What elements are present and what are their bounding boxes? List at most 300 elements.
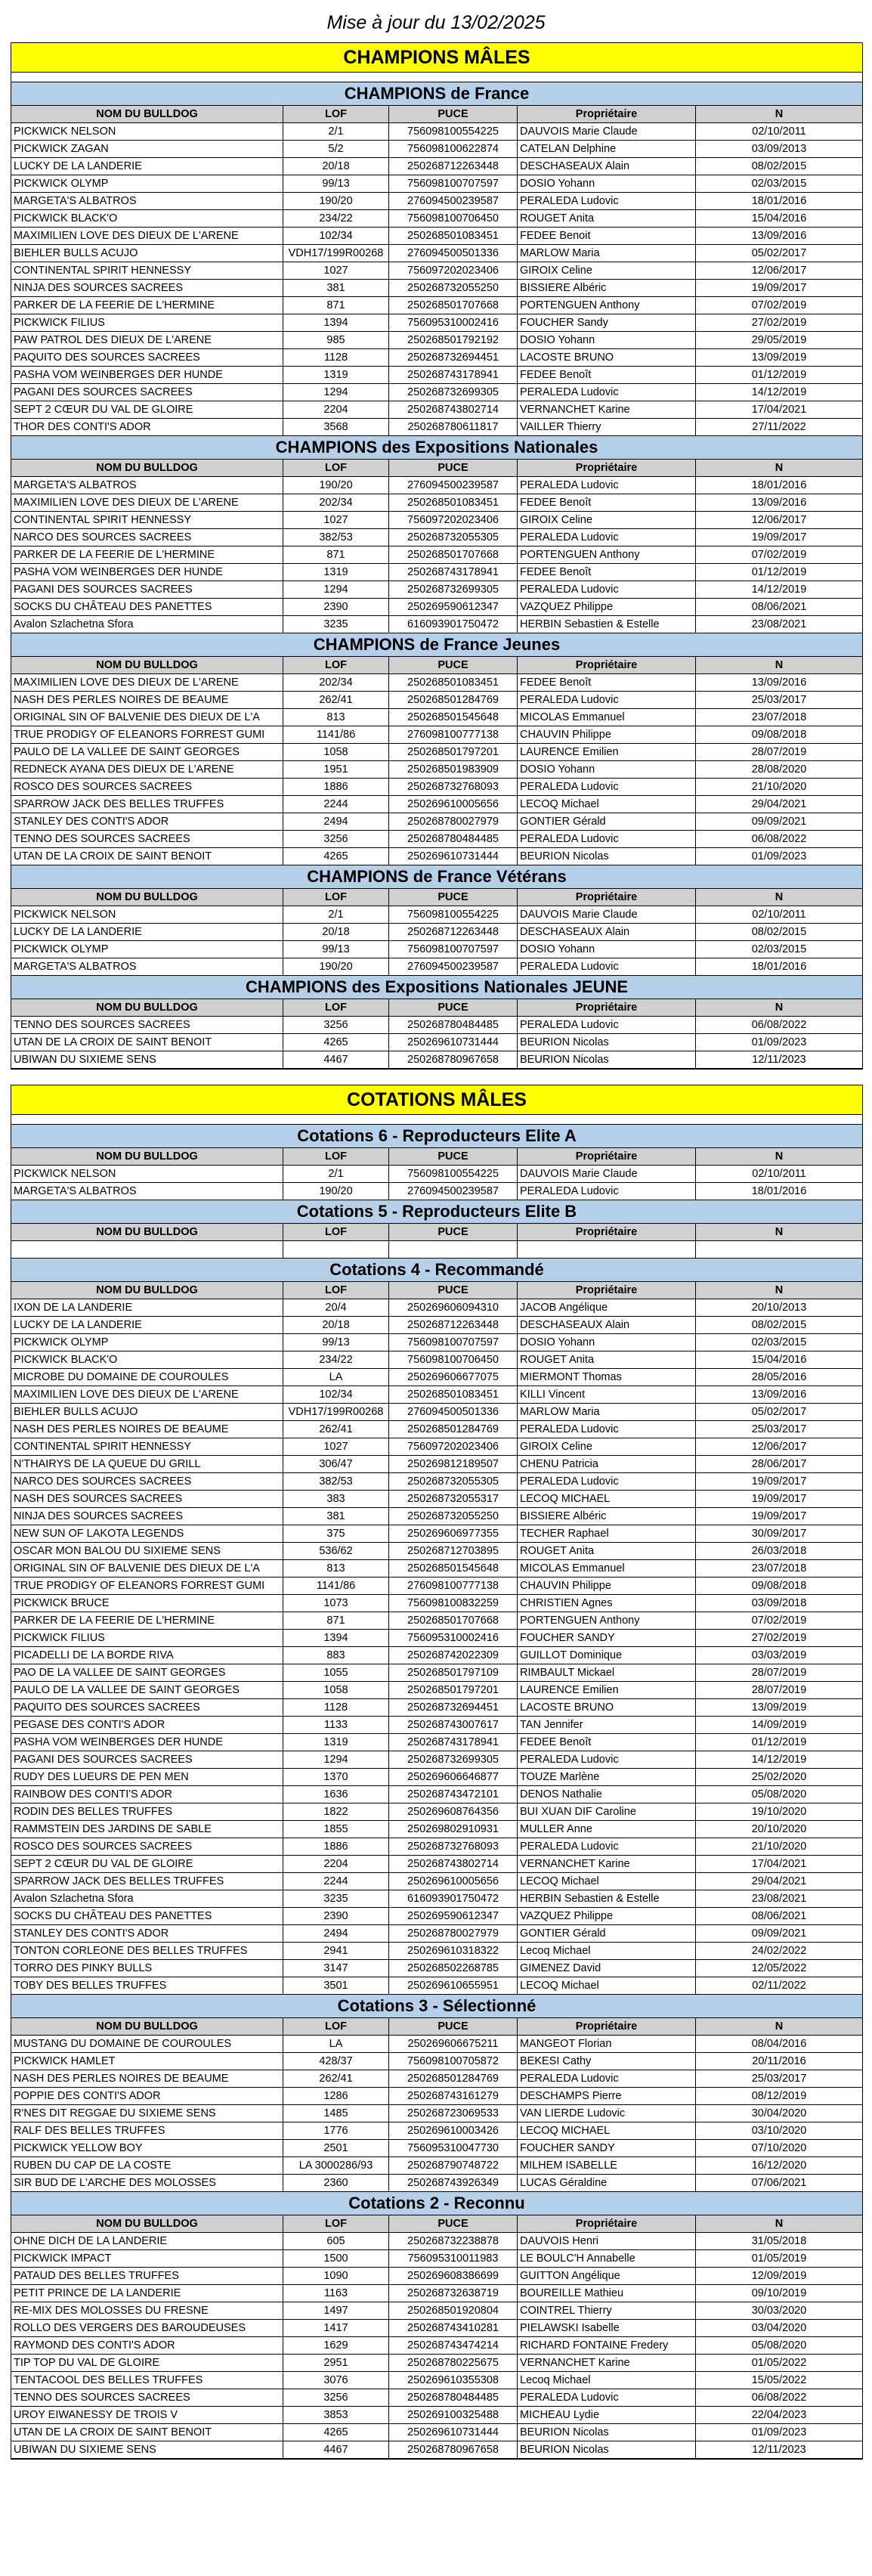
header-col-owner: Propriétaire xyxy=(518,106,696,122)
col-lof: 1294 xyxy=(283,1751,389,1768)
col-lof: 871 xyxy=(283,297,389,314)
col-owner xyxy=(518,1241,696,1258)
table-row xyxy=(11,1977,862,1995)
col-owner: TOUZE Marlène xyxy=(518,1769,696,1785)
table-row xyxy=(11,906,862,924)
col-owner: GUILLOT Dominique xyxy=(518,1647,696,1664)
table-row xyxy=(11,1491,862,1508)
col-owner: MARLOW Maria xyxy=(518,245,696,262)
col-lof: 1294 xyxy=(283,384,389,401)
col-birth-date xyxy=(696,1241,862,1258)
col-puce: 250268780484485 xyxy=(389,2389,518,2406)
col-dog-name: RAINBOW DES CONTI'S ADOR xyxy=(11,1786,283,1803)
table-row xyxy=(11,2424,862,2441)
col-birth-date: 01/12/2019 xyxy=(751,1736,807,1748)
col-puce: 276094500239587 xyxy=(389,193,518,209)
col-lof: 1128 xyxy=(283,349,389,366)
col-dog-name: TONTON CORLEONE DES BELLES TRUFFES xyxy=(11,1943,283,1959)
col-owner: MICHEAU Lydie xyxy=(518,2407,696,2423)
col-puce: 250268501545648 xyxy=(389,709,518,726)
col-puce: 756098100554225 xyxy=(389,1166,518,1182)
section-title: Cotations 5 - Reproducteurs Elite B xyxy=(11,1200,862,1224)
table-row xyxy=(11,2105,862,2122)
table-row xyxy=(11,1856,862,1873)
header-col-lof: LOF xyxy=(283,1282,389,1299)
col-owner: FEDEE Benoît xyxy=(518,1734,696,1751)
col-birth-date: 01/05/2022 xyxy=(751,2357,807,2369)
group-table xyxy=(11,1085,863,2460)
group-title: CHAMPIONS MÂLES xyxy=(11,43,862,73)
table-row xyxy=(11,1838,862,1856)
table-row xyxy=(11,193,862,210)
col-birth-date: 03/03/2019 xyxy=(751,1649,807,1661)
col-lof: 3256 xyxy=(283,2389,389,2406)
col-lof: 871 xyxy=(283,1612,389,1629)
table-row xyxy=(11,529,862,546)
col-lof: 234/22 xyxy=(283,1351,389,1368)
col-owner: PORTENGUEN Anthony xyxy=(518,1612,696,1629)
col-birth-date: 15/05/2022 xyxy=(751,2374,807,2386)
col-puce: 250268732638719 xyxy=(389,2285,518,2302)
col-birth-date: 01/09/2023 xyxy=(751,850,807,862)
table-header-row xyxy=(11,657,862,674)
col-birth-date: 06/08/2022 xyxy=(751,833,807,845)
col-owner: FEDEE Benoît xyxy=(518,367,696,383)
spacer-band xyxy=(11,1115,862,1125)
col-lof: 234/22 xyxy=(283,210,389,227)
col-dog-name: TENNO DES SOURCES SACREES xyxy=(11,1017,283,1033)
col-birth-date: 12/06/2017 xyxy=(751,1441,807,1453)
col-birth-date: 03/09/2018 xyxy=(751,1597,807,1609)
header-col-owner: Propriétaire xyxy=(518,889,696,906)
col-puce: 250269606677075 xyxy=(389,1369,518,1386)
header-col-birth-date: N xyxy=(775,659,784,671)
table-row xyxy=(11,1560,862,1577)
col-lof: 20/4 xyxy=(283,1299,389,1316)
table-row xyxy=(11,1804,862,1821)
col-puce: 250268732768093 xyxy=(389,779,518,795)
table-row xyxy=(11,1908,862,1925)
col-birth-date: 23/07/2018 xyxy=(751,711,807,723)
col-puce: 250269610655951 xyxy=(389,1977,518,1994)
col-owner: DAUVOIS Marie Claude xyxy=(518,1166,696,1182)
header-col-dog-name: NOM DU BULLDOG xyxy=(11,2018,283,2035)
col-dog-name: CONTINENTAL SPIRIT HENNESSY xyxy=(11,512,283,528)
col-lof: 3256 xyxy=(283,1017,389,1033)
col-lof: 813 xyxy=(283,709,389,726)
table-row xyxy=(11,813,862,831)
table-row xyxy=(11,1630,862,1647)
col-owner: LECOQ MICHAEL xyxy=(518,1491,696,1507)
table-row xyxy=(11,1351,862,1369)
table-row xyxy=(11,2355,862,2372)
col-puce: 756098100622874 xyxy=(389,141,518,157)
col-birth-date: 07/02/2019 xyxy=(751,1615,807,1627)
col-lof: 2494 xyxy=(283,813,389,830)
col-lof: 262/41 xyxy=(283,692,389,708)
col-dog-name: LUCKY DE LA LANDERIE xyxy=(11,924,283,940)
col-lof: LA xyxy=(283,2036,389,2052)
table-row xyxy=(11,1734,862,1751)
col-lof: 20/18 xyxy=(283,1317,389,1333)
col-dog-name: NINJA DES SOURCES SACREES xyxy=(11,280,283,296)
col-owner: MARLOW Maria xyxy=(518,1404,696,1420)
table-row xyxy=(11,1960,862,1977)
col-owner: BEURION Nicolas xyxy=(518,848,696,865)
col-puce: 276094500501336 xyxy=(389,245,518,262)
col-lof: 3501 xyxy=(283,1977,389,1994)
col-lof: 383 xyxy=(283,1491,389,1507)
table-row xyxy=(11,1438,862,1456)
col-lof: 871 xyxy=(283,546,389,563)
col-birth-date: 16/12/2020 xyxy=(751,2160,807,2172)
col-birth-date: 09/09/2021 xyxy=(751,816,807,828)
table-row xyxy=(11,2285,862,2302)
col-dog-name: SPARROW JACK DES BELLES TRUFFES xyxy=(11,1873,283,1890)
col-lof: 1058 xyxy=(283,1682,389,1698)
col-dog-name: RE-MIX DES MOLOSSES DU FRESNE xyxy=(11,2302,283,2319)
col-dog-name: CONTINENTAL SPIRIT HENNESSY xyxy=(11,1438,283,1455)
col-puce: 250269606977355 xyxy=(389,1525,518,1542)
table-row xyxy=(11,245,862,262)
col-birth-date: 13/09/2016 xyxy=(751,497,807,509)
col-puce: 250268732694451 xyxy=(389,349,518,366)
col-puce: 250268743178941 xyxy=(389,367,518,383)
col-owner: CATELAN Delphine xyxy=(518,141,696,157)
col-puce: 276094500501336 xyxy=(389,1404,518,1420)
col-owner: FEDEE Benoît xyxy=(518,494,696,511)
col-puce: 250268501707668 xyxy=(389,297,518,314)
col-puce: 250268743474214 xyxy=(389,2337,518,2354)
col-owner: LECOQ Michael xyxy=(518,796,696,813)
col-birth-date: 14/12/2019 xyxy=(751,1754,807,1766)
table-row xyxy=(11,1421,862,1438)
col-puce: 250269608386699 xyxy=(389,2268,518,2284)
table-header-row xyxy=(11,1148,862,1166)
col-birth-date: 09/10/2019 xyxy=(751,2287,807,2299)
col-birth-date: 28/07/2019 xyxy=(751,746,807,758)
col-dog-name: BIEHLER BULLS ACUJO xyxy=(11,1404,283,1420)
col-lof: 20/18 xyxy=(283,158,389,175)
col-puce xyxy=(389,1241,518,1258)
col-lof: 3568 xyxy=(283,419,389,435)
table-row xyxy=(11,2372,862,2389)
header-col-birth-date: N xyxy=(775,108,784,120)
header-col-puce: PUCE xyxy=(389,460,518,476)
table-row xyxy=(11,796,862,813)
col-puce: 276094500239587 xyxy=(389,477,518,494)
col-owner: PERALEDA Ludovic xyxy=(518,831,696,847)
col-puce: 276094500239587 xyxy=(389,958,518,975)
col-lof: 1951 xyxy=(283,761,389,778)
col-dog-name: PICKWICK FILIUS xyxy=(11,314,283,331)
col-birth-date: 21/10/2020 xyxy=(751,781,807,793)
header-col-dog-name: NOM DU BULLDOG xyxy=(11,889,283,906)
col-puce: 250268502268785 xyxy=(389,1960,518,1977)
table-row xyxy=(11,848,862,865)
col-dog-name: IXON DE LA LANDERIE xyxy=(11,1299,283,1316)
col-lof: 1133 xyxy=(283,1717,389,1733)
col-puce: 250268743178941 xyxy=(389,564,518,581)
col-puce: 756095310011983 xyxy=(389,2250,518,2267)
col-birth-date: 17/04/2021 xyxy=(751,1858,807,1870)
col-lof: 2/1 xyxy=(283,906,389,923)
table-row xyxy=(11,1786,862,1804)
col-birth-date: 22/04/2023 xyxy=(751,2409,807,2421)
col-birth-date: 02/03/2015 xyxy=(751,1336,807,1348)
col-dog-name: PICKWICK FILIUS xyxy=(11,1630,283,1646)
col-owner: MICOLAS Emmanuel xyxy=(518,1560,696,1577)
col-puce: 756095310002416 xyxy=(389,1630,518,1646)
col-dog-name: PAO DE LA VALLEE DE SAINT GEORGES xyxy=(11,1664,283,1681)
col-lof: 4265 xyxy=(283,2424,389,2441)
col-lof: 2494 xyxy=(283,1925,389,1942)
table-header-row xyxy=(11,889,862,906)
col-dog-name: SOCKS DU CHÂTEAU DES PANETTES xyxy=(11,1908,283,1924)
col-dog-name: ORIGINAL SIN OF BALVENIE DES DIEUX DE L'A xyxy=(11,1560,283,1577)
col-birth-date: 23/08/2021 xyxy=(751,1893,807,1905)
col-puce: 250269606675211 xyxy=(389,2036,518,2052)
col-dog-name: ROSCO DES SOURCES SACREES xyxy=(11,779,283,795)
col-dog-name: NASH DES PERLES NOIRES DE BEAUME xyxy=(11,692,283,708)
header-col-puce: PUCE xyxy=(389,889,518,906)
col-lof: 1141/86 xyxy=(283,726,389,743)
col-owner: Lecoq Michael xyxy=(518,1943,696,1959)
table-row xyxy=(11,1890,862,1908)
col-owner: LE BOULC'H Annabelle xyxy=(518,2250,696,2267)
header-col-owner: Propriétaire xyxy=(518,2215,696,2232)
col-owner: DAUVOIS Marie Claude xyxy=(518,123,696,140)
col-owner: PERALEDA Ludovic xyxy=(518,2070,696,2087)
col-dog-name: TENNO DES SOURCES SACREES xyxy=(11,831,283,847)
section-title: CHAMPIONS des Expositions Nationales xyxy=(11,436,862,460)
table-row xyxy=(11,779,862,796)
col-puce: 250268780611817 xyxy=(389,419,518,435)
col-owner: COINTREL Thierry xyxy=(518,2302,696,2319)
col-birth-date: 12/11/2023 xyxy=(752,2444,806,2456)
col-birth-date: 20/11/2016 xyxy=(752,2055,806,2067)
section-title: CHAMPIONS de France xyxy=(11,82,862,106)
col-lof: 1500 xyxy=(283,2250,389,2267)
col-lof: 4467 xyxy=(283,2441,389,2458)
col-owner: CHENU Patricia xyxy=(518,1456,696,1472)
col-dog-name: ORIGINAL SIN OF BALVENIE DES DIEUX DE L'A xyxy=(11,709,283,726)
col-lof: 202/34 xyxy=(283,494,389,511)
table-header-row xyxy=(11,999,862,1017)
col-dog-name: MAXIMILIEN LOVE DES DIEUX DE L'ARENE xyxy=(11,228,283,244)
table-row xyxy=(11,1751,862,1769)
col-puce: 250268732055317 xyxy=(389,1491,518,1507)
col-birth-date: 13/09/2016 xyxy=(751,1389,807,1401)
col-owner: DOSIO Yohann xyxy=(518,332,696,348)
col-dog-name: MICROBE DU DOMAINE DE COUROULES xyxy=(11,1369,283,1386)
col-birth-date: 01/09/2023 xyxy=(751,2426,807,2438)
col-puce: 756098100832259 xyxy=(389,1595,518,1612)
col-owner: FEDEE Benoît xyxy=(518,564,696,581)
table-header-row xyxy=(11,2018,862,2036)
col-birth-date: 30/09/2017 xyxy=(751,1528,807,1540)
col-owner: DAUVOIS Henri xyxy=(518,2233,696,2249)
table-row xyxy=(11,2070,862,2088)
col-lof: 3076 xyxy=(283,2372,389,2389)
col-owner: VERNANCHET Karine xyxy=(518,2355,696,2371)
table-header-row xyxy=(11,1282,862,1299)
col-birth-date: 19/09/2017 xyxy=(751,1510,807,1522)
col-owner: LAURENCE Emilien xyxy=(518,1682,696,1698)
table-row xyxy=(11,2302,862,2320)
table-row xyxy=(11,477,862,494)
col-puce: 250268501284769 xyxy=(389,2070,518,2087)
col-puce: 250268743802714 xyxy=(389,1856,518,1872)
col-birth-date: 25/03/2017 xyxy=(751,694,807,706)
col-puce: 756098100705872 xyxy=(389,2053,518,2070)
spacer-band xyxy=(11,73,862,82)
col-birth-date: 05/02/2017 xyxy=(751,1406,807,1418)
col-dog-name: PAULO DE LA VALLEE DE SAINT GEORGES xyxy=(11,1682,283,1698)
col-lof: 202/34 xyxy=(283,674,389,691)
col-puce: 756097202023406 xyxy=(389,262,518,279)
col-owner: BISSIERE Albéric xyxy=(518,1508,696,1525)
col-birth-date: 25/03/2017 xyxy=(751,2073,807,2085)
table-row xyxy=(11,2389,862,2407)
table-row xyxy=(11,349,862,367)
col-lof: 99/13 xyxy=(283,941,389,958)
col-owner: PERALEDA Ludovic xyxy=(518,529,696,546)
col-dog-name: RAYMOND DES CONTI'S ADOR xyxy=(11,2337,283,2354)
table-row xyxy=(11,297,862,314)
col-birth-date: 19/09/2017 xyxy=(751,282,807,294)
col-puce: 250268501797201 xyxy=(389,744,518,760)
header-col-birth-date: N xyxy=(775,1002,784,1014)
col-birth-date: 18/01/2016 xyxy=(751,195,807,207)
col-puce: 250269812189507 xyxy=(389,1456,518,1472)
col-owner: PERALEDA Ludovic xyxy=(518,1183,696,1200)
col-dog-name: UTAN DE LA CROIX DE SAINT BENOIT xyxy=(11,1034,283,1051)
col-puce: 250268790748722 xyxy=(389,2157,518,2174)
col-dog-name: PARKER DE LA FEERIE DE L'HERMINE xyxy=(11,1612,283,1629)
col-birth-date: 30/04/2020 xyxy=(751,2107,807,2119)
col-lof: 813 xyxy=(283,1560,389,1577)
col-puce: 616093901750472 xyxy=(389,1890,518,1907)
table-row xyxy=(11,512,862,529)
col-birth-date: 27/11/2022 xyxy=(752,421,806,433)
col-owner: DESCHASEAUX Alain xyxy=(518,924,696,940)
col-lof: 1027 xyxy=(283,512,389,528)
table-row xyxy=(11,958,862,976)
col-birth-date: 28/08/2020 xyxy=(751,763,807,776)
col-birth-date: 29/04/2021 xyxy=(751,798,807,810)
col-owner: VAN LIERDE Ludovic xyxy=(518,2105,696,2122)
col-dog-name: MARGETA'S ALBATROS xyxy=(11,193,283,209)
col-owner: MICOLAS Emmanuel xyxy=(518,709,696,726)
col-puce: 250268712263448 xyxy=(389,158,518,175)
table-row xyxy=(11,210,862,228)
header-col-lof: LOF xyxy=(283,2215,389,2232)
table-row xyxy=(11,1647,862,1664)
col-puce: 250268501083451 xyxy=(389,494,518,511)
col-lof: 2360 xyxy=(283,2175,389,2191)
col-dog-name: PAW PATROL DES DIEUX DE L'ARENE xyxy=(11,332,283,348)
col-lof: 1776 xyxy=(283,2122,389,2139)
header-col-puce: PUCE xyxy=(389,106,518,122)
col-dog-name: NASH DES PERLES NOIRES DE BEAUME xyxy=(11,1421,283,1438)
update-date-title: Mise à jour du 13/02/2025 xyxy=(326,12,546,33)
header-col-birth-date: N xyxy=(775,1284,784,1296)
col-lof: 1058 xyxy=(283,744,389,760)
header-col-birth-date: N xyxy=(775,891,784,903)
col-puce: 250269610355308 xyxy=(389,2372,518,2389)
col-puce: 756098100706450 xyxy=(389,1351,518,1368)
section-title: CHAMPIONS de France Vétérans xyxy=(11,865,862,889)
col-dog-name: PICADELLI DE LA BORDE RIVA xyxy=(11,1647,283,1664)
table-row xyxy=(11,1525,862,1543)
col-dog-name: TENTACOOL DES BELLES TRUFFES xyxy=(11,2372,283,2389)
col-dog-name: SIR BUD DE L'ARCHE DES MOLOSSES xyxy=(11,2175,283,2191)
header-col-lof: LOF xyxy=(283,2018,389,2035)
header-col-puce: PUCE xyxy=(389,1282,518,1299)
col-lof: 5/2 xyxy=(283,141,389,157)
col-birth-date: 13/09/2019 xyxy=(751,1701,807,1714)
table-row xyxy=(11,141,862,158)
col-birth-date: 06/08/2022 xyxy=(751,1019,807,1031)
col-birth-date: 21/10/2020 xyxy=(751,1841,807,1853)
col-owner: CHAUVIN Philippe xyxy=(518,1577,696,1594)
col-dog-name: PASHA VOM WEINBERGES DER HUNDE xyxy=(11,564,283,581)
header-col-owner: Propriétaire xyxy=(518,1224,696,1240)
header-col-dog-name: NOM DU BULLDOG xyxy=(11,1224,283,1240)
col-owner: Lecoq Michael xyxy=(518,2372,696,2389)
col-lof: 190/20 xyxy=(283,477,389,494)
col-puce: 756095310047730 xyxy=(389,2140,518,2156)
header-col-puce: PUCE xyxy=(389,2018,518,2035)
col-dog-name: N'THAIRYS DE LA QUEUE DU GRILL xyxy=(11,1456,283,1472)
col-birth-date: 19/09/2017 xyxy=(751,1475,807,1488)
col-puce: 276098100777138 xyxy=(389,1577,518,1594)
group-table xyxy=(11,42,863,1070)
col-birth-date: 12/11/2023 xyxy=(752,1054,806,1066)
table-row xyxy=(11,1456,862,1473)
col-puce: 250268780484485 xyxy=(389,1017,518,1033)
col-birth-date: 12/09/2019 xyxy=(751,2270,807,2282)
header-col-owner: Propriétaire xyxy=(518,460,696,476)
col-puce: 250268732699305 xyxy=(389,384,518,401)
col-lof: 1027 xyxy=(283,262,389,279)
col-dog-name: TOBY DES BELLES TRUFFES xyxy=(11,1977,283,1994)
col-puce: 250268501797201 xyxy=(389,1682,518,1698)
col-lof: 2/1 xyxy=(283,123,389,140)
col-puce: 250268780967658 xyxy=(389,1051,518,1068)
col-owner: RIMBAULT Mickael xyxy=(518,1664,696,1681)
col-lof: 381 xyxy=(283,1508,389,1525)
col-dog-name: MUSTANG DU DOMAINE DE COUROULES xyxy=(11,2036,283,2052)
col-birth-date: 08/02/2015 xyxy=(751,1319,807,1331)
col-dog-name: NARCO DES SOURCES SACREES xyxy=(11,529,283,546)
col-dog-name: PARKER DE LA FEERIE DE L'HERMINE xyxy=(11,546,283,563)
table-row xyxy=(11,616,862,633)
col-lof: 102/34 xyxy=(283,228,389,244)
col-lof: 3853 xyxy=(283,2407,389,2423)
col-birth-date: 02/10/2011 xyxy=(752,909,806,921)
col-birth-date: 12/05/2022 xyxy=(751,1962,807,1974)
col-dog-name: MARGETA'S ALBATROS xyxy=(11,1183,283,1200)
col-lof: 883 xyxy=(283,1647,389,1664)
col-dog-name: NINJA DES SOURCES SACREES xyxy=(11,1508,283,1525)
col-lof: 2204 xyxy=(283,1856,389,1872)
col-puce: 250268501545648 xyxy=(389,1560,518,1577)
table-row xyxy=(11,1473,862,1491)
table-row xyxy=(11,831,862,848)
header-col-birth-date: N xyxy=(775,1150,784,1163)
